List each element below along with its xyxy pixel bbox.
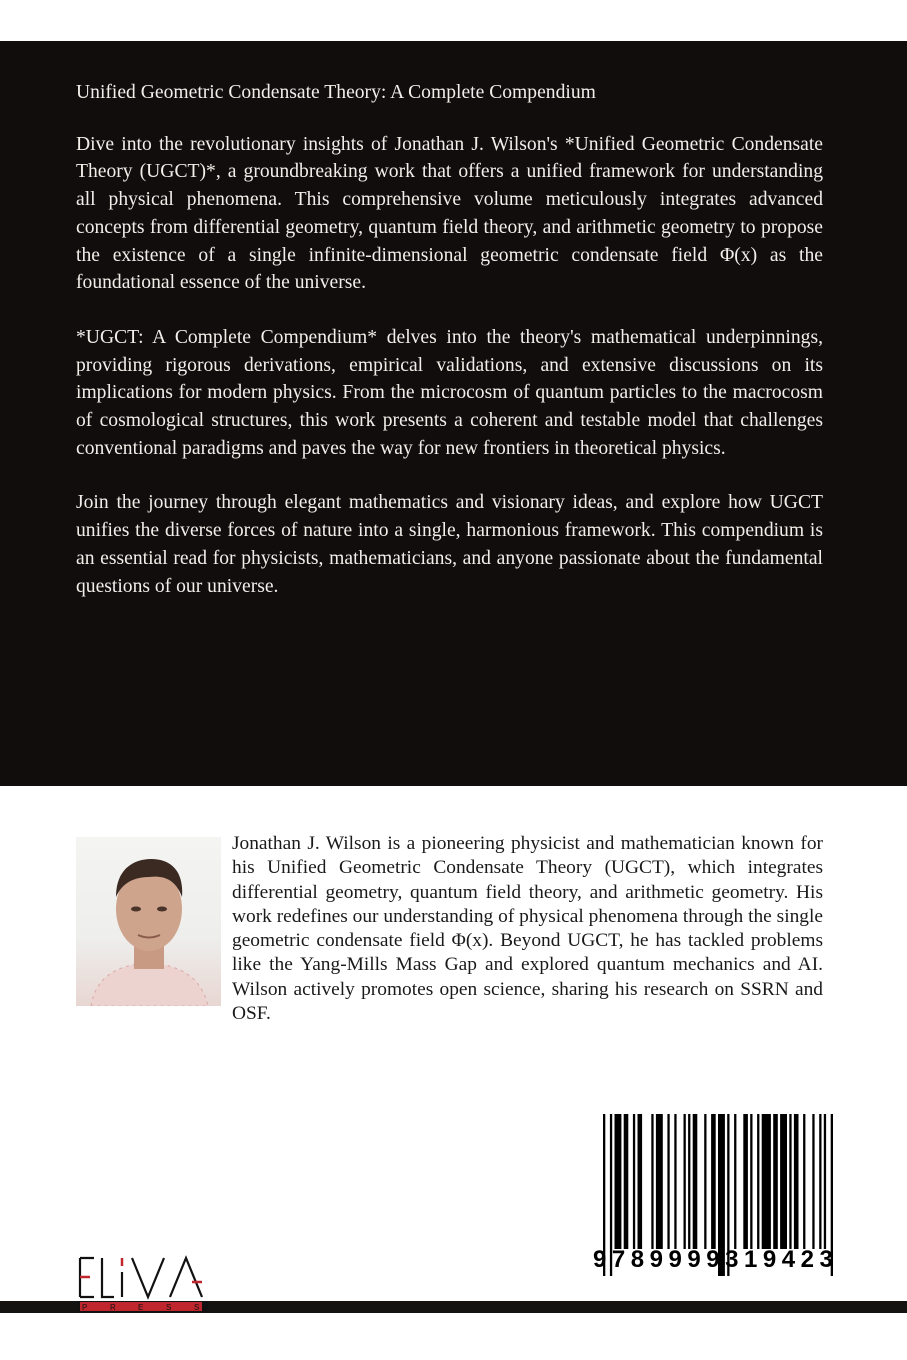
barcode-bar <box>743 1114 748 1249</box>
blurb-paragraph: *UGCT: A Complete Compendium* delves into the theory's mathematical underpinnings, providing rigorous derivations, empirical validations, and extensive discussions on its implications for modern physics. From the microcosm of quantum particles to the macrocosm of cosmological structures, this work presents a coherent and testable model that challenges conventional paradigms and paves the way for new frontiers in theoretical physics. <box>76 326 823 459</box>
isbn-digit: 9 <box>668 1246 682 1273</box>
isbn-digit: 7 <box>611 1246 626 1273</box>
barcode-bar <box>704 1114 706 1249</box>
isbn-number <box>593 1246 833 1274</box>
barcode-bar <box>638 1114 643 1249</box>
isbn-digit: 9 <box>687 1246 701 1273</box>
barcode-bar <box>750 1114 752 1249</box>
barcode-bar <box>674 1114 676 1249</box>
barcode-bar <box>734 1114 736 1249</box>
isbn-digit: 9 <box>593 1246 607 1273</box>
svg-text:P: P <box>82 1303 88 1312</box>
barcode-bar <box>633 1114 635 1249</box>
barcode-bar <box>615 1114 622 1249</box>
isbn-digit: 9 <box>762 1246 777 1273</box>
barcode-bar <box>824 1114 826 1249</box>
svg-text:S: S <box>194 1303 200 1312</box>
barcode-bar <box>812 1114 814 1249</box>
isbn-digit: 9 <box>706 1246 720 1273</box>
isbn-digit: 3 <box>725 1246 739 1273</box>
barcode-bar <box>688 1114 690 1249</box>
publisher-logo <box>78 1252 208 1314</box>
barcode-bar <box>711 1114 716 1249</box>
barcode-bar <box>773 1114 778 1249</box>
svg-text:E: E <box>138 1303 144 1312</box>
isbn-digit: 4 <box>781 1246 796 1273</box>
barcode-bar <box>819 1114 821 1249</box>
isbn-digit: 9 <box>649 1246 663 1273</box>
barcode-bar <box>762 1114 771 1249</box>
blurb <box>76 79 823 627</box>
barcode-bar <box>794 1114 799 1249</box>
blurb-paragraph: Join the journey through elegant mathematics and visionary ideas, and explore how UGCT unifies the diverse forces of nature into a single, harmonious framework. This compendium is an essential read for physicists, mathematicians, and anyone passionate about the fundamental questions of our universe. <box>76 492 823 597</box>
barcode-bar <box>656 1114 663 1249</box>
isbn-digit: 2 <box>800 1246 814 1273</box>
author-photo <box>76 837 221 1006</box>
isbn-digit: 8 <box>630 1246 645 1273</box>
blurb-paragraph: Dive into the revolutionary insights of Jonathan J. Wilson's *Unified Geometric Condensate Theory (UGCT)*, a groundbreaking work that offers a unified framework for understanding all physical phenomena. This comprehensive volume meticulously integrates advanced concepts from differential geometry, quantum field theory, and arithmetic geometry to propose the existence of a single infinite-dimensional geometric condensate field Φ(x) as the foundational essence of the universe. <box>76 133 823 294</box>
book-title: Unified Geometric Condensate Theory: A Complete Compendium <box>76 82 596 103</box>
barcode-bar <box>651 1114 653 1249</box>
author-bio: Jonathan J. Wilson is a pioneering physicist and mathematician known for his Unified Geometric Condensate Theory (UGCT), which integrates differential geometry, quantum field theory, and arithmetic geometry. His work redefines our understanding of physical phenomena through the single geometric condensate field Φ(x). Beyond UGCT, he has tackled problems like the Yang-Mills Mass Gap and explored quantum mechanics and AI. Wilson actively promotes open science, sharing his research on SSRN and OSF. <box>232 833 823 1025</box>
barcode-bar <box>803 1114 805 1249</box>
barcode-bar <box>667 1114 669 1249</box>
svg-text:R: R <box>110 1303 116 1312</box>
barcode-bar <box>780 1114 787 1249</box>
barcode-bar <box>757 1114 759 1249</box>
barcode-bar <box>684 1114 686 1249</box>
barcode-bar <box>789 1114 791 1249</box>
svg-text:S: S <box>166 1303 172 1312</box>
barcode-bar <box>624 1114 629 1249</box>
isbn-digit: 3 <box>819 1246 833 1273</box>
isbn-digit: 1 <box>744 1246 758 1273</box>
barcode-bar <box>693 1114 698 1249</box>
